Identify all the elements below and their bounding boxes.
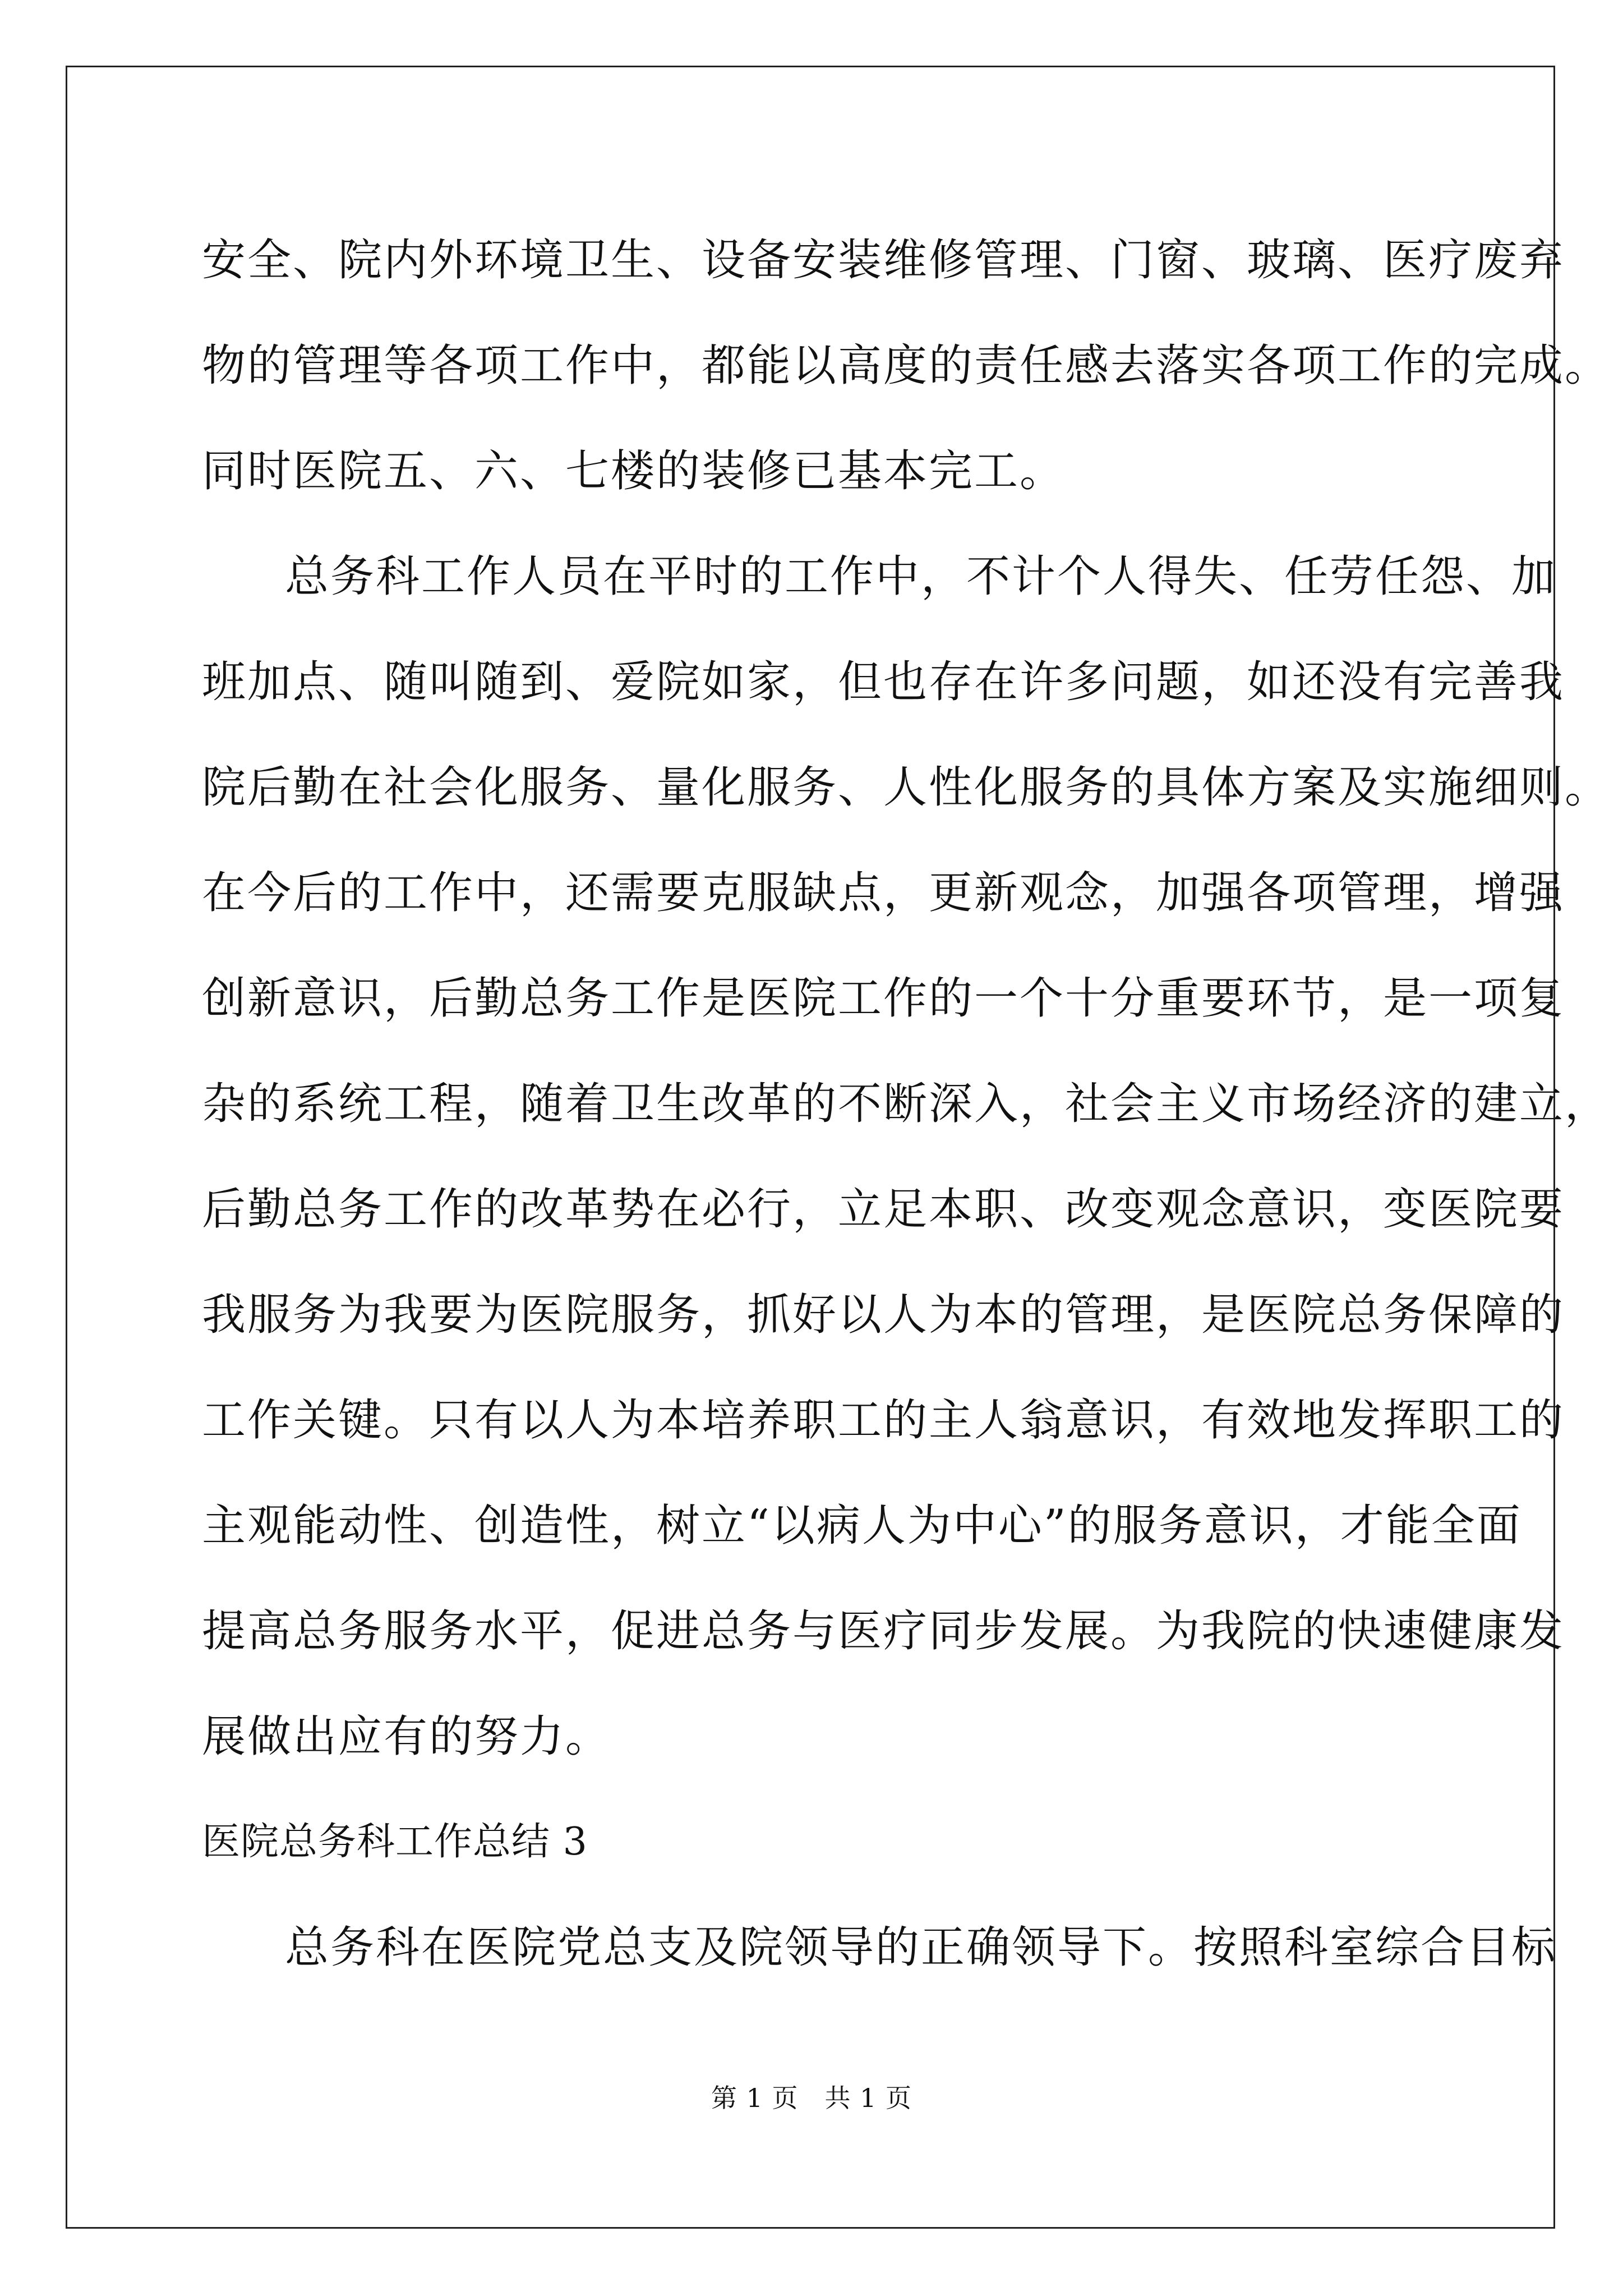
paragraph-start-line: 总务科工作人员在平时的工作中，不计个人得失、任劳任怨、加 [285,551,1557,602]
paragraph-start-line: 总务科在医院党总支及院领导的正确领导下。按照科室综合目标 [285,1922,1557,1973]
text-line: 物的管理等各项工作中，都能以高度的责任感去落实各项工作的完成。 [202,341,1611,391]
text-line: 我服务为我要为医院服务，抓好以人为本的管理，是医院总务保障的 [202,1290,1565,1340]
text-line: 工作关键。只有以人为本培养职工的主人翁意识，有效地发挥职工的 [202,1395,1565,1446]
text-line: 创新意识，后勤总务工作是医院工作的一个十分重要环节，是一项复 [202,973,1565,1024]
text-line: 院后勤在社会化服务、量化服务、人性化服务的具体方案及实施细则。 [202,762,1611,813]
text-line: 班加点、随叫随到、爱院如家，但也存在许多问题，如还没有完善我 [202,657,1565,707]
section-heading: 医院总务科工作总结 3 [202,1820,588,1864]
text-line: 在今后的工作中，还需要克服缺点，更新观念，加强各项管理，增强 [202,868,1565,918]
text-line: 安全、院内外环境卫生、设备安装维修管理、门窗、玻璃、医疗废弃 [202,235,1565,286]
text-line: 提高总务服务水平，促进总务与医疗同步发展。为我院的快速健康发 [202,1606,1565,1657]
text-line: 同时医院五、六、七楼的装修已基本完工。 [202,446,1066,496]
text-line: 主观能动性、创造性，树立“以病人为中心”的服务意识，才能全面 [202,1501,1522,1551]
page-footer: 第 1 页 共 1 页 [711,2083,912,2113]
text-line: 后勤总务工作的改革势在必行，立足本职、改变观念意识，变医院要 [202,1184,1565,1235]
document-body [202,208,1611,2000]
text-line: 展做出应有的努力。 [202,1711,611,1762]
text-line: 杂的系统工程，随着卫生改革的不断深入，社会主义市场经济的建立， [202,1079,1611,1129]
